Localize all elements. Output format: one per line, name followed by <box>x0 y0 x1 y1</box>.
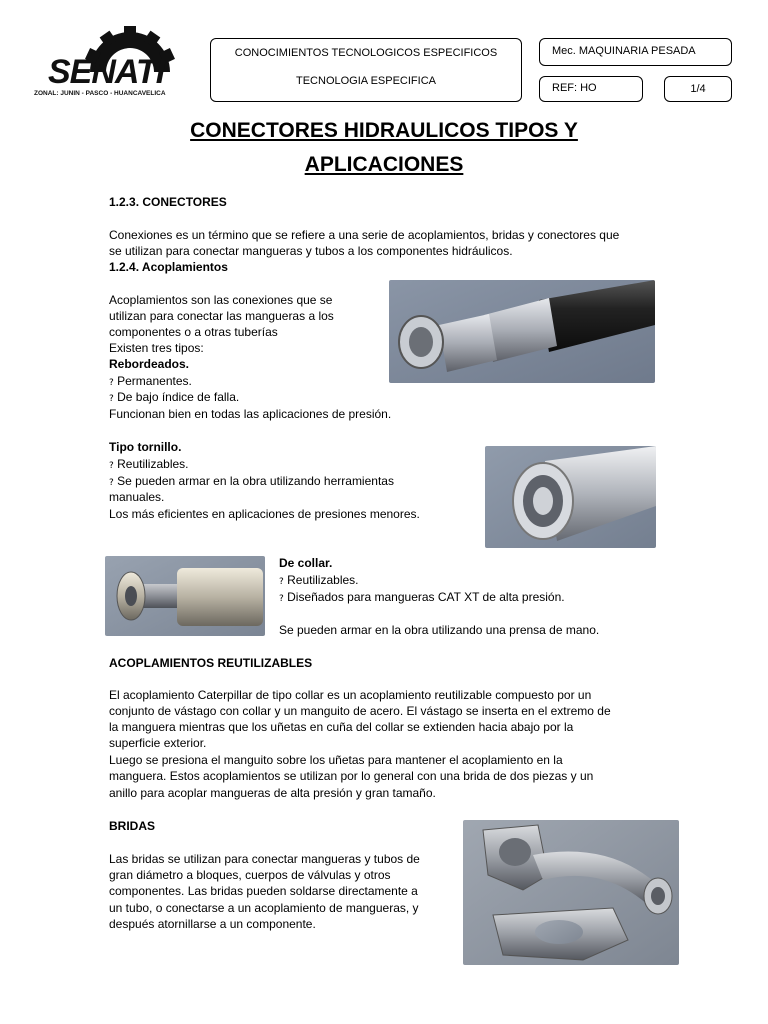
paragraph-line: Conexiones es un término que se refiere a una serie de acoplamientos, bridas y conectores que <box>109 228 620 242</box>
senati-logo <box>30 24 205 102</box>
course-subtitle: TECNOLOGIA ESPECIFICA <box>296 75 436 87</box>
list-item-label: De bajo índice de falla. <box>117 390 240 404</box>
specialty-box <box>539 38 732 66</box>
paragraph-line: superficie exterior. <box>109 736 207 750</box>
paragraph-line: un tubo, o conectarse a un acoplamiento de mangueras, y <box>109 901 419 915</box>
list-item <box>279 589 565 607</box>
page-number: 1/4 <box>690 83 706 95</box>
paragraph-line: Acoplamientos son las conexiones que se <box>109 293 333 307</box>
screw-fitting-photo <box>485 446 656 548</box>
list-item-label: Diseñados para mangueras CAT XT de alta presión. <box>287 590 565 604</box>
paragraph-line: Las bridas se utilizan para conectar mangueras y tubos de <box>109 852 420 866</box>
paragraph-line: componentes. Las bridas pueden soldarse directamente a <box>109 884 418 898</box>
list-item <box>109 456 189 474</box>
bullet-icon: ? <box>109 461 114 471</box>
paragraph-line: Luego se presiona el manguito sobre los uñetas para mantener el acoplamiento en la <box>109 753 563 767</box>
list-item-label: Permanentes. <box>117 374 192 388</box>
hose-fitting-photo <box>389 280 655 383</box>
paragraph-line: Se pueden armar en la obra utilizando una prensa de mano. <box>279 623 600 637</box>
paragraph-line: conjunto de vástago con collar y un manguito de acero. El vástago se inserta en el extremo de <box>109 704 611 718</box>
course-box <box>210 38 522 102</box>
type-heading-collar: De collar. <box>279 556 333 570</box>
bullet-icon: ? <box>279 577 284 587</box>
list-item-label: Reutilizables. <box>287 573 359 587</box>
specialty-label: Mec. MAQUINARIA PESADA <box>552 45 696 57</box>
type-heading-rebordeados: Rebordeados. <box>109 357 190 371</box>
bullet-icon: ? <box>109 478 114 488</box>
section-heading-reutilizables: ACOPLAMIENTOS REUTILIZABLES <box>109 656 313 670</box>
paragraph-line: Los más eficientes en aplicaciones de presiones menores. <box>109 507 420 521</box>
paragraph-line: utilizan para conectar las mangueras a los <box>109 309 334 323</box>
flanges-photo <box>463 820 679 965</box>
logo-subtitle: ZONAL: JUNIN - PASCO - HUANCAVELICA <box>34 90 166 97</box>
paragraph-line: manguera. Estos acoplamientos se utilizan por lo general con una brida de dos piezas y un <box>109 769 594 783</box>
paragraph-line: anillo para acoplar mangueras de alta presión y gran tamaño. <box>109 786 436 800</box>
paragraph-line: El acoplamiento Caterpillar de tipo collar es un acoplamiento reutilizable compuesto por un <box>109 688 592 702</box>
course-title: CONOCIMIENTOS TECNOLOGICOS ESPECIFICOS <box>234 47 498 59</box>
paragraph-line: Existen tres tipos: <box>109 341 204 355</box>
collar-fitting-photo <box>105 556 265 636</box>
list-item-label: Reutilizables. <box>117 457 189 471</box>
paragraph-line: gran diámetro a bloques, cuerpos de válvulas y otros <box>109 868 391 882</box>
page-box <box>664 76 732 102</box>
ref-label: REF: HO <box>552 82 597 94</box>
page-title-line2: APLICACIONES <box>304 153 464 176</box>
list-item-label: Se pueden armar en la obra utilizando herramientas <box>117 474 394 488</box>
bullet-icon: ? <box>109 394 114 404</box>
list-item <box>279 572 359 590</box>
list-item <box>109 389 239 407</box>
logo-wordmark: SENATI <box>48 53 165 91</box>
bullet-icon: ? <box>109 378 114 388</box>
paragraph-line: se utilizan para conectar mangueras y tubos a los componentes hidráulicos. <box>109 244 513 258</box>
paragraph-line: componentes o a otras tuberías <box>109 325 278 339</box>
paragraph-line: después atornillarse a un componente. <box>109 917 316 931</box>
paragraph-line: Funcionan bien en todas las aplicaciones de presión. <box>109 407 392 421</box>
section-heading-conectores: 1.2.3. CONECTORES <box>109 195 227 209</box>
page-title-line1: CONECTORES HIDRAULICOS TIPOS Y <box>190 119 578 142</box>
section-heading-bridas: BRIDAS <box>109 819 156 833</box>
bullet-icon: ? <box>279 594 284 604</box>
section-heading-acoplamientos: 1.2.4. Acoplamientos <box>109 260 228 274</box>
paragraph-line: la manguera mientras que los uñetas en cuña del collar se extienden hacia abajo por la <box>109 720 574 734</box>
paragraph-line: manuales. <box>109 490 165 504</box>
type-heading-tornillo: Tipo tornillo. <box>109 440 182 454</box>
ref-box <box>539 76 643 102</box>
